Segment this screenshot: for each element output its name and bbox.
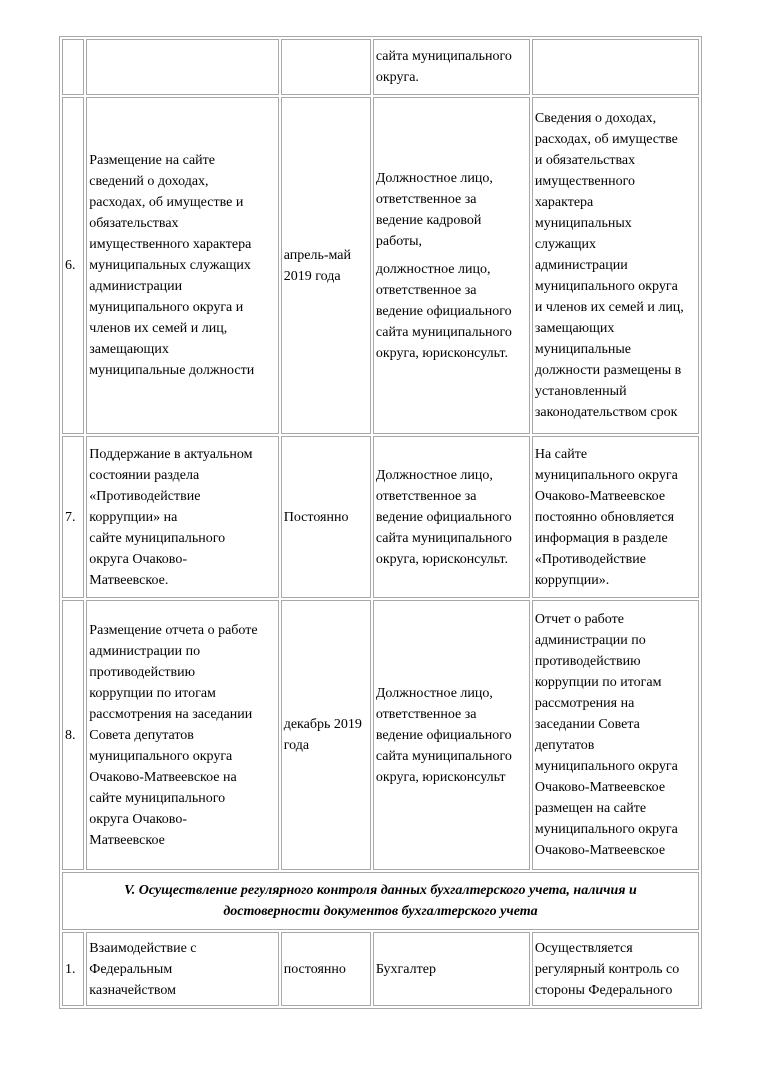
activity-cell: Размещение отчета о работе администрации по противодействию коррупции по итогам рассмотрения на заседании Совета депутатов муниципального округа Очаково-Матвеевское на сайте муниципального округа Очаково- Матвеевское	[86, 600, 278, 870]
table-row	[62, 97, 699, 434]
table-row	[62, 436, 699, 598]
row-number: 6.	[62, 97, 84, 434]
responsible-cell: Бухгалтер	[373, 932, 530, 1006]
table-row	[62, 932, 699, 1006]
row-number: 1.	[62, 932, 84, 1006]
section-heading: V. Осуществление регулярного контроля данных бухгалтерского учета, наличия и достоверности документов бухгалтерского учета	[62, 872, 699, 930]
period-cell: апрель-май 2019 года	[281, 97, 371, 434]
measures-table	[59, 36, 702, 1009]
result-cell: На сайте муниципального округа Очаково-Матвеевское постоянно обновляется информация в разделе «Противодействие коррупции».	[532, 436, 699, 598]
result-cell	[532, 39, 699, 95]
row-number: 7.	[62, 436, 84, 598]
period-cell	[281, 39, 371, 95]
activity-cell: Размещение на сайте сведений о доходах, расходах, об имуществе и обязательствах имущественного характера муниципальных служащих администрации муниципального округа и членов их семей и лиц, замещающих муниципальные должности	[86, 97, 278, 434]
period-cell: постоянно	[281, 932, 371, 1006]
responsible-cell: Должностное лицо, ответственное за ведение официального сайта муниципального округа, юрисконсульт	[373, 600, 530, 870]
table-row	[62, 39, 699, 95]
row-number: 8.	[62, 600, 84, 870]
activity-cell	[86, 39, 278, 95]
activity-cell: Поддержание в актуальном состоянии раздела «Противодействие коррупции» на сайте муниципального округа Очаково- Матвеевское.	[86, 436, 278, 598]
result-cell: Отчет о работе администрации по противодействию коррупции по итогам рассмотрения на заседании Совета депутатов муниципального округа Очаково-Матвеевское размещен на сайте муниципального округа Очаково-Матвеевское	[532, 600, 699, 870]
table-row	[62, 600, 699, 870]
responsible-cell: Должностное лицо, ответственное за ведение официального сайта муниципального округа, юрисконсульт.	[373, 436, 530, 598]
result-cell: Сведения о доходах, расходах, об имуществе и обязательствах имущественного характера муниципальных служащих администрации муниципального округа и членов их семей и лиц, замещающих муниципальные должности размещены в установленный законодательством срок	[532, 97, 699, 434]
activity-cell: Взаимодействие с Федеральным казначейством	[86, 932, 278, 1006]
responsible-cell: Должностное лицо, ответственное за ведение кадровой работы, должностное лицо, ответственное за ведение официального сайта муниципального округа, юрисконсульт.	[373, 97, 530, 434]
row-number	[62, 39, 84, 95]
period-cell: Постоянно	[281, 436, 371, 598]
section-heading-row	[62, 872, 699, 930]
result-cell: Осуществляется регулярный контроль со стороны Федерального	[532, 932, 699, 1006]
period-cell: декабрь 2019 года	[281, 600, 371, 870]
responsible-cell: сайта муниципального округа.	[373, 39, 530, 95]
